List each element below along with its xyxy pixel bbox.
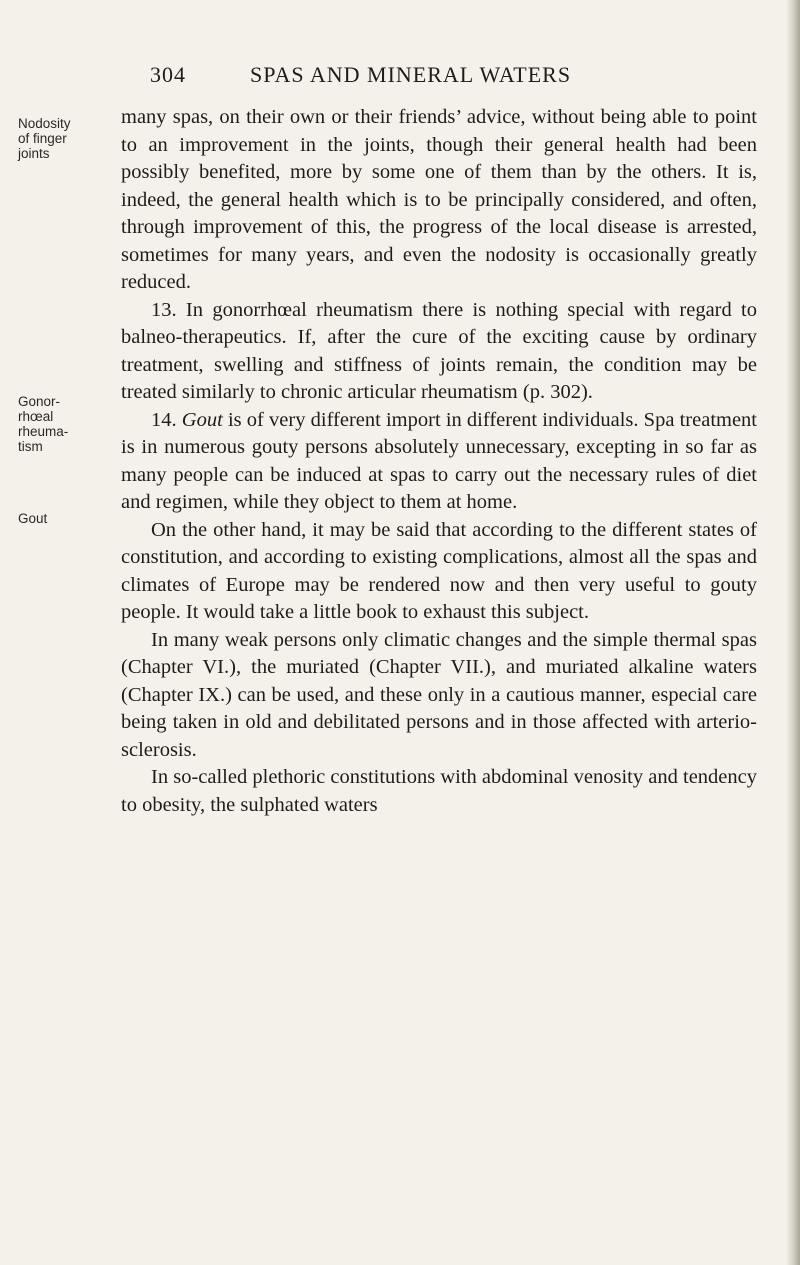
paragraph: In so-called plethoric constitutions with abdominal venosity and tendency to obesity, the sulphated waters: [121, 766, 757, 816]
sidenote-line: rheuma-: [18, 424, 69, 439]
paragraph-number: 14.: [151, 408, 182, 431]
paragraph: On the other hand, it may be said that according to the different states of constitution, and according to existing complications, almost all the spas and climates of Europe may be rendered now and then very useful to gouty people. It would take a little book to exhaust this subject.: [121, 518, 757, 623]
paragraph-body: is of very different import in different individuals. Spa treatment is in numerous gouty persons absolutely unnecessary, excepting in so far as many people can be induced at spas to carry out the necessary rules of diet and regimen, while they object to them at home.: [121, 408, 758, 513]
sidenote-gout: [18, 511, 108, 526]
sidenote-line: joints: [18, 146, 50, 161]
sidenote-line: tism: [18, 439, 43, 454]
page-number: 304: [150, 62, 186, 87]
page-edge-shadow: [786, 0, 800, 1265]
sidenote-line: rhœal: [18, 409, 54, 424]
gout-term: Gout: [181, 408, 223, 431]
running-title: SPAS AND MINERAL WATERS: [250, 62, 572, 87]
body-text: [121, 104, 757, 819]
paragraph: many spas, on their own or their friends’ advice, without being able to point to an improvement in the joints, though their general health had been possibly benefited, more by some one of them than by the others. It is, indeed, the general health which is to be principally considered, and often, through improvement of this, the progress of the local disease is arrested, sometimes for many years, and even the nodosity is occasionally greatly reduced.: [121, 106, 757, 293]
sidenote-line: Nodosity: [18, 116, 71, 131]
sidenote-gonorrhoeal: [18, 394, 108, 454]
sidenote-line: of finger: [18, 131, 67, 146]
paragraph: 13. In gonorrhœal rheumatism there is nothing special with regard to balneo-therapeutics. If, after the cure of the exciting cause by ordinary treatment, swelling and stiffness of joints remain, the condition may be treated similarly to chronic articular rheumatism (p. 302).: [121, 298, 757, 403]
paragraph-gout: [121, 407, 757, 517]
sidenote-nodosity: [18, 116, 108, 161]
page-header: [150, 62, 670, 92]
sidenote-line: Gout: [18, 511, 48, 526]
paragraph: In many weak persons only climatic changes and the simple thermal spas (Chapter VI.), the muriated (Chapter VII.), and muriated alkaline waters (Chapter IX.) can be used, and these only in a cautious manner, especial care being taken in old and debilitated persons and in those affected with arterio-sclerosis.: [121, 628, 757, 761]
sidenote-line: Gonor-: [18, 394, 61, 409]
